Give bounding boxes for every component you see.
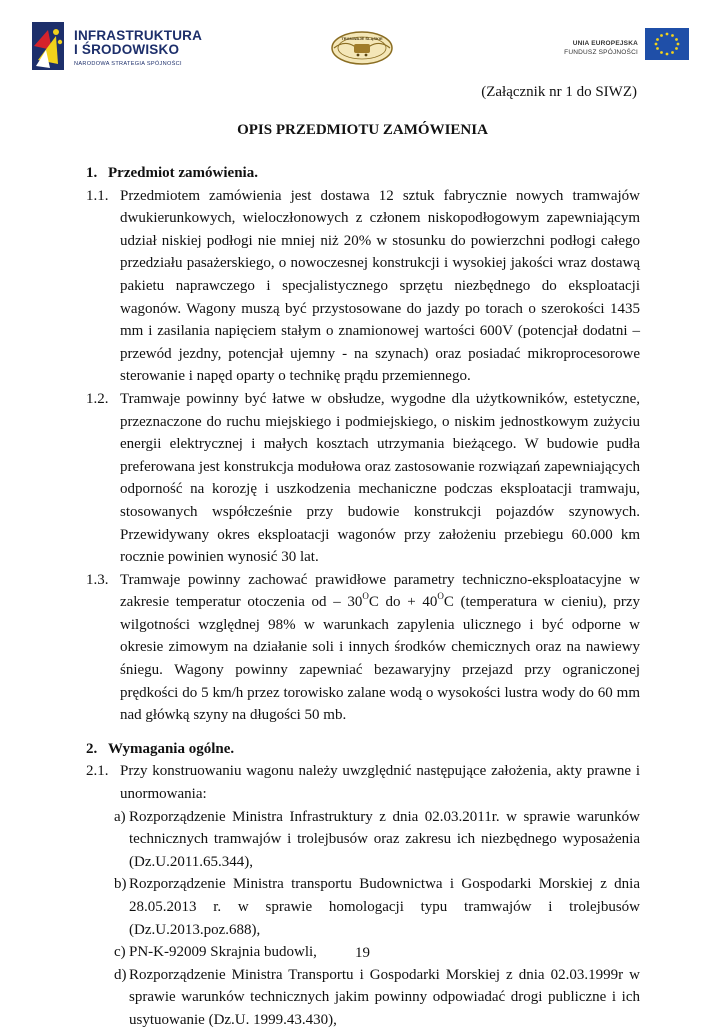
- section-heading: [86, 738, 640, 761]
- list-item: [86, 185, 640, 388]
- item-text-temperature: Tramwaje powinny zachować prawidłowe parametry techniczno-eksploatacyjne w zakresie temperatur otoczenia od – $30^OC$ do + $40^OC$ (temperatura w cieniu), przy wilgotności względnej 98% w warunkach zapylenia ulicznego i być odporne w okresie zimowym na działanie soli i innych środków chemicznych oraz na nawiewy śniegu. Wagony powinny zapewniać bezawaryjny przejazd przy ograniczonej prędkości do 5 km/h przez torowisko zalane wodą o wysokości lustra wody do 60 mm nad główką szyny na długości 50 mb.: [120, 571, 640, 724]
- eu-flag-icon: [645, 28, 689, 60]
- eu-line-1: UNIA EUROPEJSKA: [572, 40, 638, 47]
- section-title: Wymagania ogólne.: [108, 740, 235, 757]
- page-number: 19: [355, 945, 370, 961]
- infrastruktura-srodowisko-logo: [28, 20, 208, 76]
- eu-line-2: FUNDUSZ SPÓJNOŚCI: [564, 49, 638, 56]
- tramwaje-slaskie-logo: [330, 30, 394, 66]
- sub-item: [114, 873, 640, 941]
- list-item: [86, 760, 640, 805]
- logo-line-2: I ŚRODOWISKO: [74, 42, 180, 57]
- document-body: [86, 162, 640, 1032]
- sub-item-text: PN-K-92009 Skrajnia budowli,: [129, 944, 317, 961]
- annex-label: (Załącznik nr 1 do SIWZ): [481, 84, 637, 100]
- page-header: [0, 0, 725, 90]
- section-heading: [86, 162, 640, 185]
- seal-text: TRAMWAJE ŚLĄSKIE: [341, 36, 383, 41]
- sub-item-text: Rozporządzenie Ministra Transportu i Gospodarki Morskiej z dnia 02.03.1999r w sprawie warunków technicznych jakim powinny odpowiadać drogi publiczne i ich usytuowanie (Dz.U. 1999.43.430),: [129, 966, 640, 1028]
- nss-emblem-icon: [28, 20, 68, 72]
- sub-item-letter: b): [114, 876, 127, 893]
- item-number: 2.1.: [86, 763, 109, 780]
- section-number: 2.: [86, 740, 98, 757]
- item-number: 1.2.: [86, 390, 109, 407]
- sub-item-letter: d): [114, 966, 127, 983]
- list-item: [86, 569, 640, 727]
- logo-line-1: INFRASTRUKTURA: [74, 28, 203, 43]
- list-item: [86, 388, 640, 569]
- eu-logo: [558, 28, 690, 68]
- sub-item-letter: c): [114, 944, 126, 961]
- item-text: Przy konstruowaniu wagonu należy uwzględnić następujące założenia, akty prawne i unormowania:: [120, 763, 640, 803]
- sub-item-text: Rozporządzenie Ministra Infrastruktury z dnia 02.03.2011r. w sprawie warunków technicznych tramwajów i trolejbusów oraz zakresu ich niezbędnego wyposażenia (Dz.U.2011.65.344),: [129, 808, 640, 870]
- logo-line-3: NARODOWA STRATEGIA SPÓJNOŚCI: [74, 61, 182, 67]
- document-title: OPIS PRZEDMIOTU ZAMÓWIENIA: [237, 122, 488, 138]
- section-number: 1.: [86, 165, 98, 181]
- section-title: Przedmiot zamówienia.: [108, 165, 258, 181]
- sub-item: [114, 806, 640, 874]
- item-text: Przedmiotem zamówienia jest dostawa 12 sztuk fabrycznie nowych tramwajów dwukierunkowych, wieloczłonowych z członem niskopodłogowym zapewniającym udział niskiej podłogi nie mniej niż 20% w stosunku do powierzchni podłogi całego przedziału pasażerskiego, o nowoczesnej konstrukcji i wysokiej jakości wraz dostawą pakietu naprawczego i specjalistycznego sprzętu niezbędnego do eksploatacji wagonów. Wagony muszą być przystosowane do jazdy po torach o szerokości 1435 mm i zasilania napięciem stałym o znamionowej wartości 600V (potencjał dodatni – przewód jezdny, potencjał ujemny - na szynach) oraz posiadać mikroprocesorowe sterowanie i napęd oparty o technikę prądu przemiennego.: [120, 187, 640, 385]
- sub-item-letter: a): [114, 808, 126, 825]
- item-text: Tramwaje powinny być łatwe w obsłudze, wygodne dla użytkowników, estetyczne, przeznaczone do ruchu miejskiego i podmiejskiego, o niskim jednostkowym zużyciu energii elektrycznej i małych kosztach utrzymania bieżącego. W budowie pudła preferowana jest konstrukcja modułowa oraz zastosowanie rozwiązań zapewniających odporność na korozję i uszkodzenia mechaniczne podczas eksploatacji tramwaju, stosowanych współcześnie przy budowie konstrukcji pojazdów szynowych. Przewidywany okres eksploatacji wagonów przy założeniu przebiegu 60.000 km rocznie powinien wynosić 30 lat.: [120, 390, 640, 566]
- item-number: 1.3.: [86, 571, 109, 588]
- item-number: 1.1.: [86, 187, 109, 204]
- sub-item: [114, 964, 640, 1032]
- sub-item-text: Rozporządzenie Ministra transportu Budownictwa i Gospodarki Morskiej z dnia 28.05.2013 r. w sprawie homologacji typu tramwajów i trolejbusów (Dz.U.2013.poz.688),: [129, 876, 640, 938]
